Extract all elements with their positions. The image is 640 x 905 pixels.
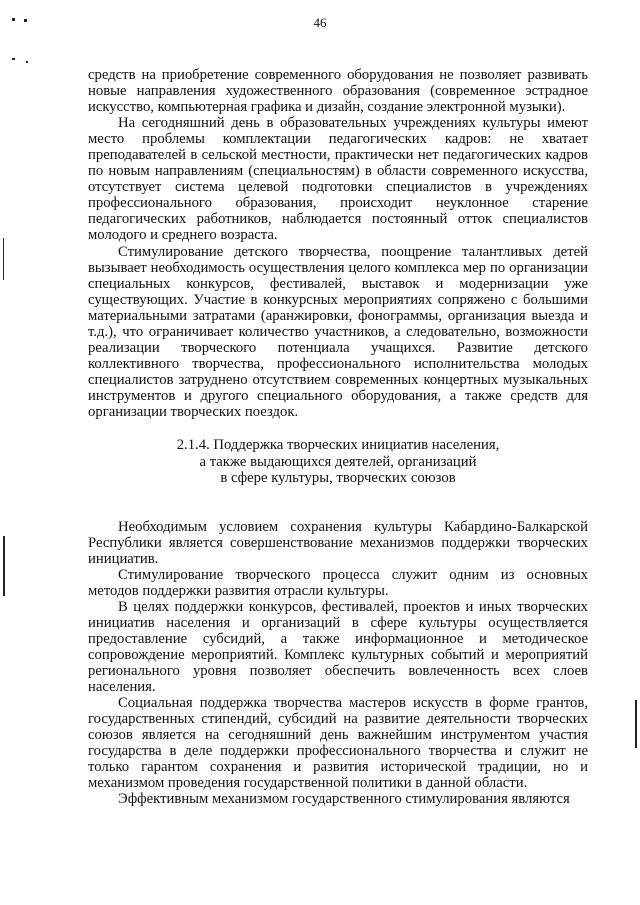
scan-speck xyxy=(24,19,27,22)
section-heading-line: а также выдающихся деятелей, организаций xyxy=(199,453,477,470)
scan-speck xyxy=(12,58,15,60)
paragraph: Необходимым условием сохранения культуры Кабардино-Балкарской Республики является совершенствование механизмов поддержки творческих инициатив. xyxy=(88,518,588,567)
section-heading xyxy=(88,437,588,487)
paragraph: средств на приобретение современного оборудования не позволяет развивать новые направления художественного образования (современное эстрадное искусство, компьютерная графика и дизайн, создание электронной музыки). xyxy=(88,67,588,116)
page-number: 46 xyxy=(313,15,327,30)
paragraph: Эффективным механизмом государственного стимулирования являются xyxy=(118,791,570,808)
paragraph: На сегодняшний день в образовательных учреждениях культуры имеют место проблемы комплектации педагогических кадров: не хватает преподавателей в сельской местности, практически нет педагогических кадров по новым направлениям (специальностям) в области современного искусства, отсутствует система целевой подготовки специалистов в учреждениях профессионального образования, происходит неуклонное старение педагогических работников, наблюдается постоянный отток специалистов молодого и среднего возраста. xyxy=(88,115,588,244)
scan-edge-mark xyxy=(635,700,637,748)
paragraph: Социальная поддержка творчества мастеров искусств в форме грантов, государственных стипендий, субсидий на развитие деятельности творческих союзов является на сегодняшний день важнейшим инструментом участия государства в деле поддержки профессионального творчества и служит не только гарантом сохранения и развития исторической традиции, но и механизмом проведения государственной политики в данной области. xyxy=(88,695,588,792)
section-heading-line: в сфере культуры, творческих союзов xyxy=(220,470,456,487)
scan-speck xyxy=(26,61,28,63)
paragraph: В целях поддержки конкурсов, фестивалей, проектов и иных творческих инициатив населения и организаций в сфере культуры осуществляется предоставление субсидий, а также информационное и методическое сопровождение мероприятий. Комплекс культурных событий и мероприятий регионального уровня позволяет обеспечить вовлеченность всех слоев населения. xyxy=(88,598,588,695)
section-heading-line: 2.1.4. Поддержка творческих инициатив населения, xyxy=(176,437,500,454)
page-content xyxy=(88,67,588,807)
scan-speck xyxy=(12,18,15,21)
paragraph: Стимулирование детского творчества, поощрение талантливых детей вызывает необходимость осуществления целого комплекса мер по организации специальных конкурсов, фестивалей, выставок и модернизации уже существующих. Участие в конкурсных мероприятиях сопряжено с большими материальными затратами (аранжировки, фонограммы, организация выезда и т.д.), что ограничивает количество участников, а следовательно, возможности реализации творческого потенциала учащихся. Развитие детского коллективного творчества, профессионального исполнительства молодых специалистов затруднено отсутствием современных концертных музыкальных инструментов и другого специального оборудования, а также средств для организации творческих поездок. xyxy=(88,243,588,420)
scan-edge-mark xyxy=(3,536,5,596)
paragraph: Стимулирование творческого процесса служит одним из основных методов поддержки развития отрасли культуры. xyxy=(88,566,588,599)
scan-edge-mark xyxy=(3,238,4,280)
